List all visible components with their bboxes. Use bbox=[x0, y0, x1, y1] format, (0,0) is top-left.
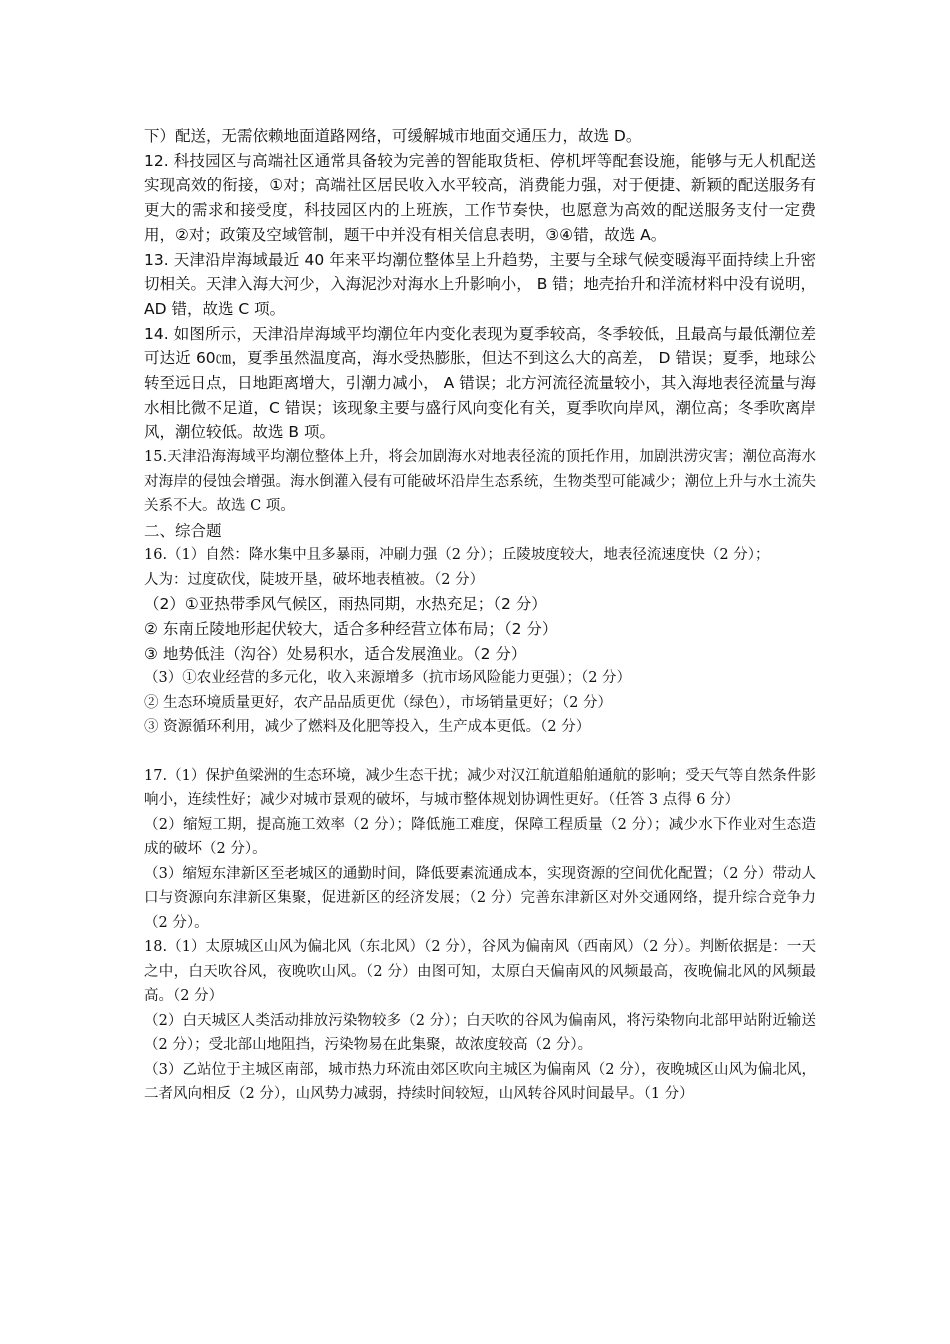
section-heading: 二、综合题 bbox=[144, 521, 222, 540]
answer-16-part-1-human: 人为：过度砍伐，陡坡开垦，破坏地表植被。（2 分） bbox=[144, 571, 485, 588]
answer-18-part-3: （3）乙站位于主城区南部，城市热力环流由郊区吹向主城区为偏南风（2 分），夜晚城区山风为偏北风，二者风向相反（2 分），山风势力减弱，持续时间较短，山风转谷风时间最早。（1 分） bbox=[144, 1061, 816, 1103]
answer-17-part-2: （2）缩短工期，提高施工效率（2 分）；降低施工难度，保障工程质量（2 分）；减少水下作业对生态造成的破坏（2 分）。 bbox=[144, 816, 816, 858]
answer-16-part-3-c: ③ 资源循环利用，减少了燃料及化肥等投入，生产成本更低。（2 分） bbox=[144, 719, 591, 736]
blank-line bbox=[144, 740, 816, 764]
answer-14: 14. 如图所示，天津沿岸海域平均潮位年内变化表现为夏季较高，冬季较低，且最高与最低潮位差可达近 60㎝，夏季虽然温度高，海水受热膨胀，但达不到这么大的高差， D 错误；夏季，地球公转至远日点，日地距离增大，引潮力减小， A 错误；北方河流径流量较小，其入海地表径流量与海水相比微不足道，C 错误；该现象主要与盛行风向变化有关，夏季吹向岸风，潮位高；冬季吹离岸风，潮位较低。故选 B 项。 bbox=[144, 324, 816, 442]
answer-16-part-2-a: （2）①亚热带季风气候区，雨热同期，水热充足；（2 分） bbox=[144, 595, 547, 614]
answer-13: 13. 天津沿岸海域最近 40 年来平均潮位整体呈上升趋势，主要与全球气候变暖海平面持续上升密切相关。天津入海大河少，入海泥沙对海水上升影响小， B 错；地壳抬升和洋流材料中没有说明，AD 错，故选 C 项。 bbox=[144, 250, 816, 318]
answer-16-part-3-b: ② 生态环境质量更好，农产品品质更优（绿色），市场销量更好；（2 分） bbox=[144, 694, 612, 711]
answer-17-part-3: （3）缩短东津新区至老城区的通勤时间，降低要素流通成本，实现资源的空间优化配置；（2 分）带动人口与资源向东津新区集聚，促进新区的经济发展；（2 分）完善东津新区对外交通网络，提升综合竞争力（2 分）。 bbox=[144, 865, 816, 931]
answer-12: 12. 科技园区与高端社区通常具备较为完善的智能取货柜、停机坪等配套设施，能够与无人机配送实现高效的衔接，①对；高端社区居民收入水平较高，消费能力强，对于便捷、新颖的配送服务有更大的需求和接受度，科技园区内的上班族，工作节奏快，也愿意为高效的配送服务支付一定费用，②对；政策及空域管制，题干中并没有相关信息表明，③④错，故选 A。 bbox=[144, 151, 816, 244]
answer-16-part-1: 16.（1）自然：降水集中且多暴雨，冲刷力强（2 分）；丘陵坡度较大，地表径流速度快（2 分）； bbox=[144, 547, 770, 564]
answer-16-part-2-c: ③ 地势低洼（沟谷）处易积水，适合发展渔业。（2 分） bbox=[144, 644, 527, 663]
answer-text-body bbox=[144, 124, 816, 1107]
answer-11-continuation: 下）配送，无需依赖地面道路网络，可缓解城市地面交通压力，故选 D。 bbox=[144, 127, 642, 145]
answer-18-part-2: （2）白天城区人类活动排放污染物较多（2 分）；白天吹的谷风为偏南风，将污染物向北部甲站附近输送（2 分）；受北部山地阻挡，污染物易在此集聚，故浓度较高（2 分）。 bbox=[144, 1012, 816, 1054]
answer-15: 15.天津沿海海域平均潮位整体上升，将会加剧海水对地表径流的顶托作用，加剧洪涝灾害；潮位高海水对海岸的侵蚀会增强。海水倒灌入侵有可能破坏沿岸生态系统，生物类型可能减少；潮位上升与水土流失关系不大。故选 C 项。 bbox=[144, 449, 816, 515]
answer-18-part-1: 18.（1）太原城区山风为偏北风（东北风）（2 分），谷风为偏南风（西南风）（2 分）。判断依据是：一天之中，白天吹谷风，夜晚吹山风。（2 分）由图可知，太原白天偏南风的风频最高，夜晚偏北风的风频最高。（2 分） bbox=[144, 939, 816, 1005]
answer-16-part-3-a: （3）①农业经营的多元化，收入来源增多（抗市场风险能力更强）；（2 分） bbox=[144, 670, 632, 687]
answer-17-part-1: 17.（1）保护鱼梁洲的生态环境，减少生态干扰；减少对汉江航道船舶通航的影响；受天气等自然条件影响小，连续性好；减少对城市景观的破坏，与城市整体规划协调性更好。（任答 3 点得 6 分） bbox=[144, 767, 816, 809]
answer-16-part-2-b: ② 东南丘陵地形起伏较大，适合多种经营立体布局；（2 分） bbox=[144, 620, 558, 639]
